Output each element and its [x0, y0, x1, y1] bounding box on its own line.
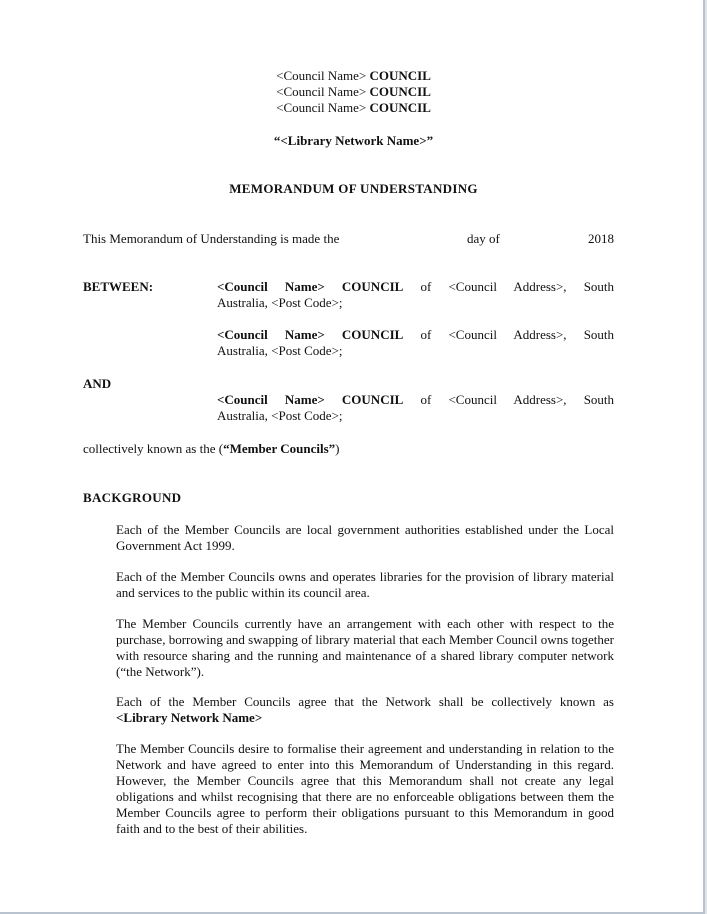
background-paragraph-4 — [116, 694, 614, 726]
council-name-placeholder: <Council Name> — [276, 68, 367, 83]
party-council-name: <Council Name> — [217, 327, 325, 342]
background-paragraph-5: The Member Councils desire to formalise their agreement and understanding in relation to the Network and have agreed to enter into this Memorandum of Understanding in this regard. However, the Member Councils agree that this Memorandum shall not create any legal obligations and whilst recognising that there are no enforceable obligations between them the Member Councils agree to perform their obligations pursuant to this Memorandum in good faith and to the best of their abilities. — [116, 741, 614, 836]
party-council-word: COUNCIL — [341, 392, 404, 407]
document-title: MEMORANDUM OF UNDERSTANDING — [229, 181, 478, 196]
party-of: of — [420, 279, 432, 294]
party-line-1 — [217, 327, 614, 343]
party-council-word: COUNCIL — [341, 327, 404, 342]
party-line-2: Australia, <Post Code>; — [217, 343, 343, 358]
council-word: COUNCIL — [369, 84, 431, 99]
party-line-1 — [217, 392, 614, 408]
council-word: COUNCIL — [369, 68, 431, 83]
background-paragraph-2: Each of the Member Councils owns and operates libraries for the provision of library material and services to the public within its council area. — [116, 569, 614, 600]
council-name-placeholder: <Council Name> — [276, 84, 367, 99]
party-address: <Council Address>, — [448, 327, 567, 342]
party-state: South — [583, 327, 614, 342]
party-of: of — [420, 392, 432, 407]
collective-line — [83, 441, 339, 457]
party-line-2: Australia, <Post Code>; — [217, 408, 343, 423]
party-state: South — [583, 279, 614, 294]
council-heading-line — [0, 68, 614, 84]
background-heading: BACKGROUND — [83, 490, 182, 505]
party-address: <Council Address>, — [448, 392, 567, 407]
party-address: <Council Address>, — [448, 279, 567, 294]
collective-suffix: ) — [335, 441, 340, 456]
party-line-2: Australia, <Post Code>; — [217, 295, 343, 310]
background-paragraph-4-text: Each of the Member Councils agree that the Network shall be collectively known as — [116, 694, 614, 709]
party-of: of — [420, 327, 432, 342]
council-heading-line — [0, 84, 614, 100]
between-label: BETWEEN: — [83, 279, 154, 294]
party-state: South — [583, 392, 614, 407]
council-word: COUNCIL — [369, 100, 431, 115]
party-council-name: <Council Name> — [217, 279, 325, 294]
intro-made-text: This Memorandum of Understanding is made the — [83, 231, 340, 246]
party-entry — [217, 327, 614, 359]
and-label: AND — [83, 376, 112, 391]
background-paragraph-3: The Member Councils currently have an arrangement with each other with respect to the purchase, borrowing and swapping of library material that each Member Council owns together with resource sharing and the running and maintenance of a shared library computer network (“the Network”). — [116, 616, 614, 679]
intro-year-text: 2018 — [588, 231, 614, 246]
council-name-placeholder: <Council Name> — [276, 100, 367, 115]
party-entry — [217, 279, 614, 311]
party-line-1 — [217, 279, 614, 295]
background-paragraph-4-name: <Library Network Name> — [116, 710, 263, 725]
council-heading-line — [0, 100, 614, 116]
intro-day-text: day of — [467, 231, 500, 246]
collective-prefix: collectively known as the ( — [83, 441, 224, 456]
background-paragraph-1: Each of the Member Councils are local government authorities established under the Local Government Act 1999. — [116, 522, 614, 553]
party-council-name: <Council Name> — [217, 392, 325, 407]
collective-name: “Member Councils” — [223, 441, 336, 456]
party-council-word: COUNCIL — [341, 279, 404, 294]
party-entry — [217, 392, 614, 424]
network-name-heading: “<Library Network Name>” — [273, 133, 434, 148]
